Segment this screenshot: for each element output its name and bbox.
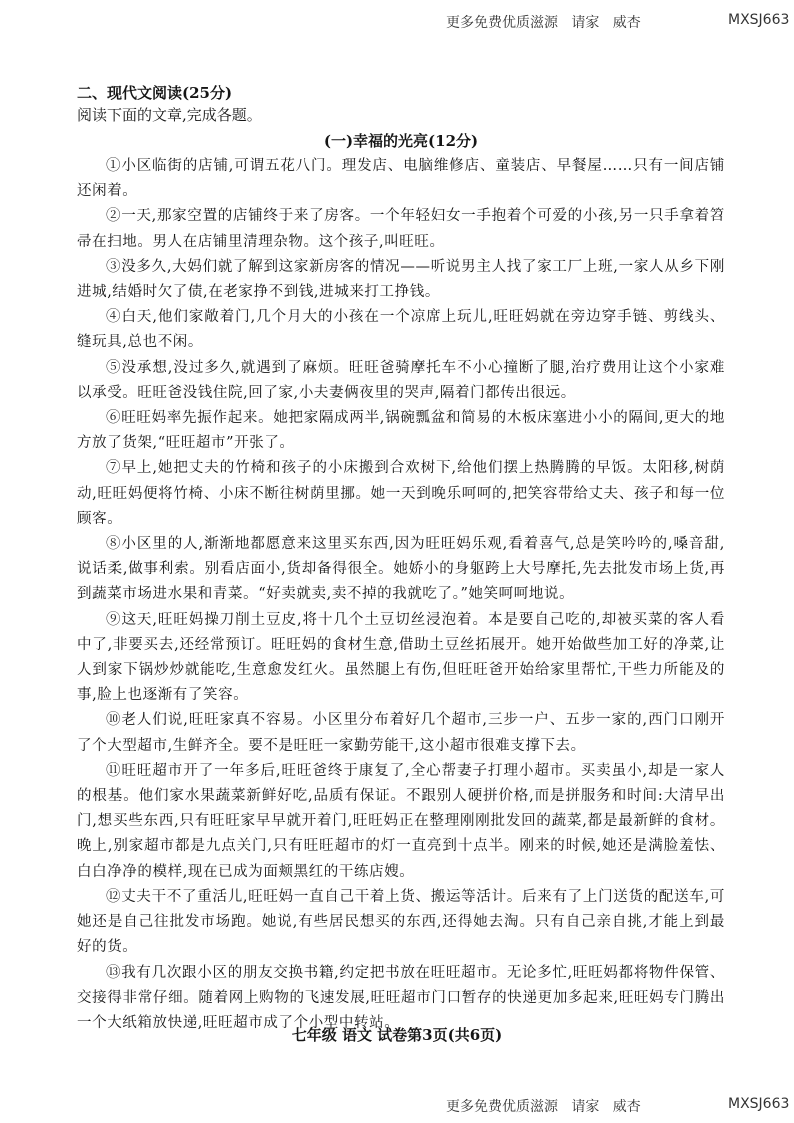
paragraph-9: ⑨这天,旺旺妈操刀削土豆皮,将十几个土豆切丝浸泡着。本是要自己吃的,却被买菜的客人看中了,非要买去,还经常预订。旺旺妈的食材生意,借助土豆丝拓展开。她开始做些加工好的净菜,让人到家下锅炒炒就能吃,生意愈发红火。虽然腿上有伤,但旺旺爸开始给家里帮忙,干些力所能及的事,脸上也逐渐有了笑容。 — [77, 611, 725, 704]
paragraph-11: ⑪旺旺超市开了一年多后,旺旺爸终于康复了,全心帮妻子打理小超市。买卖虽小,却是一家人的根基。他们家水果蔬菜新鲜好吃,品质有保证。不跟别人硬拼价格,而是拼服务和时间:大清早出门,想买些东西,只有旺旺家早早就开着门,旺旺妈正在整理刚刚批发回的蔬菜,都是最新鲜的食材。晚上,别家超市都是九点关门,只有旺旺超市的灯一直亮到十点半。刚来的时候,她还是满脸羞怯、白白净净的模样,现在已成为面颊黑红的干练店嫂。 — [77, 762, 725, 880]
paragraph-6: ⑥旺旺妈率先振作起来。她把家隔成两半,锅碗瓢盆和简易的木板床塞进小小的隔间,更大的地方放了货架,“旺旺超市”开张了。 — [77, 410, 725, 452]
watermark-text: 更多免费优质滋源 请家 威杏 — [446, 1099, 641, 1115]
section-instruction: 阅读下面的文章,完成各题。 — [77, 106, 262, 124]
watermark-code: MXSJ663 — [728, 12, 790, 28]
paragraph-7: ⑦早上,她把丈夫的竹椅和孩子的小床搬到合欢树下,给他们摆上热腾腾的早饭。太阳移,树荫动,旺旺妈便将竹椅、小床不断往树荫里挪。她一天到晚乐呵呵的,把笑容带给丈夫、孩子和每一位顾客。 — [77, 460, 725, 527]
article-title: (一)幸福的光亮(12分) — [323, 132, 479, 150]
top-watermark-bar — [0, 8, 794, 38]
exam-page-content — [77, 82, 725, 1036]
section-title: 二、现代文阅读(25分) — [77, 84, 233, 102]
paragraph-5: ⑤没承想,没过多久,就遇到了麻烦。旺旺爸骑摩托车不小心撞断了腿,治疗费用让这个小家难以承受。旺旺爸没钱住院,回了家,小夫妻俩夜里的哭声,隔着门都传出很远。 — [77, 359, 725, 401]
paragraph-12: ⑫丈夫干不了重活儿,旺旺妈一直自己干着上货、搬运等活计。后来有了上门送货的配送车,可她还是自己往批发市场跑。她说,有些居民想买的东西,还得她去淘。只有自己亲自挑,才能上到最好的货。 — [77, 888, 725, 956]
bottom-watermark-bar — [0, 1092, 794, 1122]
paragraph-1: ①小区临街的店铺,可谓五花八门。理发店、电脑维修店、童装店、早餐屋……只有一间店铺还闲着。 — [77, 158, 725, 200]
paragraph-13: ⑬我有几次跟小区的朋友交换书籍,约定把书放在旺旺超市。无论多忙,旺旺妈都将物件保管、交接得非常仔细。随着网上购物的飞速发展,旺旺超市门口暂存的快递更加多起来,旺旺妈专门腾出一个大纸箱放快递,旺旺超市成了个小型中转站。 — [77, 964, 725, 1031]
watermark-code: MXSJ663 — [728, 1096, 790, 1112]
paragraph-10: ⑩老人们说,旺旺家真不容易。小区里分布着好几个超市,三步一户、五步一家的,西门口刚开了个大型超市,生鲜齐全。要不是旺旺一家勤劳能干,这小超市很难支撑下去。 — [77, 712, 725, 754]
watermark-text: 更多免费优质滋源 请家 威杏 — [446, 15, 641, 31]
paragraph-8: ⑧小区里的人,渐渐地都愿意来这里买东西,因为旺旺妈乐观,看着喜气,总是笑吟吟的,嗓音甜,说话柔,做事利索。别看店面小,货却备得很全。她娇小的身躯跨上大号摩托,先去批发市场上货,再到蔬菜市场进水果和青菜。“好卖就卖,卖不掉的我就吃了。”她笑呵呵地说。 — [77, 536, 725, 603]
paragraph-2: ②一天,那家空置的店铺终于来了房客。一个年轻妇女一手抱着个可爱的小孩,另一只手拿着笤帚在扫地。男人在店铺里清理杂物。这个孩子,叫旺旺。 — [77, 208, 725, 250]
page-number-footer: 七年级 语文 试卷第3页(共6页) — [291, 1026, 503, 1044]
paragraph-3: ③没多久,大妈们就了解到这家新房客的情况——听说男主人找了家工厂上班,一家人从乡下刚进城,结婚时欠了债,在老家挣不到钱,进城来打工挣钱。 — [77, 258, 725, 301]
paragraph-4: ④白天,他们家敞着门,几个月大的小孩在一个凉席上玩儿,旺旺妈就在旁边穿手链、剪线头、缝玩具,总也不闲。 — [77, 309, 725, 351]
